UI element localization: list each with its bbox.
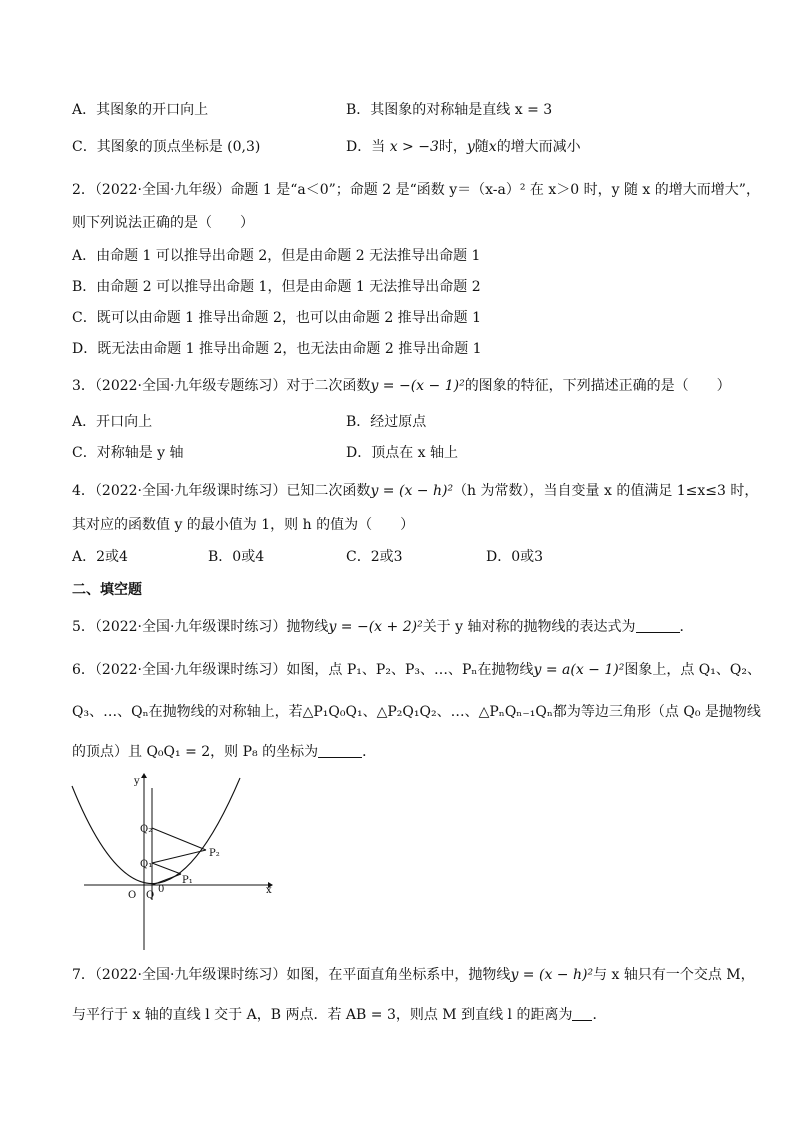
label-zero: 0 — [158, 884, 165, 895]
triangle-2 — [152, 828, 206, 863]
q3-option-d: D．顶点在 x 轴上 — [346, 445, 459, 461]
section-fill-in-heading: 二、填空题 — [72, 582, 142, 598]
q5-stem — [72, 617, 694, 637]
q6-answer-blank[interactable] — [318, 743, 362, 758]
q3-option-b: B．经过原点 — [346, 414, 427, 430]
q1-d-y: y — [466, 139, 475, 155]
q6-line1-post: 图象上，点 Q₁、Q₂、 — [624, 662, 761, 678]
q5-end: ． — [679, 619, 694, 635]
q1-option-c: C．其图象的顶点坐标是 (0,3) — [72, 139, 261, 155]
q5-post: 关于 y 轴对称的抛物线的表达式为 — [422, 619, 636, 635]
q4-stem-post: （h 为常数），当自变量 x 的值满足 1≤x≤3 时， — [453, 483, 759, 499]
q6-formula: y = a(x − 1)² — [533, 662, 625, 678]
q4-formula: y = (x − h)² — [370, 483, 454, 499]
q5-pre: 5．（2022·全国·九年级课时练习）抛物线 — [72, 619, 329, 635]
q4-option-c: C．2或3 — [346, 549, 403, 565]
q6-stem-line1 — [72, 660, 761, 680]
q1-option-b: B．其图象的对称轴是直线 x = 3 — [346, 102, 553, 118]
q7-formula: y = (x − h)² — [510, 967, 594, 983]
q4-option-a: A．2或4 — [72, 549, 128, 565]
q7-line2-pre: 与平行于 x 轴的直线 l 交于 A，B 两点．若 AB = 3，则点 M 到直线 l 的距离为 — [72, 1007, 573, 1023]
q3-option-a: A．开口向上 — [72, 414, 153, 430]
q1-d-x: x — [488, 139, 497, 155]
label-q2: Q₂ — [140, 824, 153, 835]
q5-formula: y = −(x + 2)² — [328, 619, 423, 635]
triangle-1 — [152, 863, 181, 885]
q6-line3-end: ． — [362, 744, 377, 760]
q1-option-a: A．其图象的开口向上 — [72, 102, 209, 118]
q4-stem-pre: 4．（2022·全国·九年级课时练习）已知二次函数 — [72, 483, 371, 499]
q2-option-a: A．由命题 1 可以推导出命题 2，但是由命题 2 无法推导出命题 1 — [72, 248, 481, 264]
label-x-axis: x — [266, 885, 272, 896]
q7-line2-end: ． — [592, 1007, 607, 1023]
q5-answer-blank[interactable] — [636, 618, 680, 633]
q3-stem-post: 的图象的特征，下列描述正确的是（ ） — [464, 378, 731, 394]
q7-stem-line2 — [72, 1005, 606, 1025]
label-q1: Q₁ — [140, 859, 153, 870]
x-axis — [84, 882, 273, 888]
q2-option-d: D．既无法由命题 1 推导出命题 2，也无法由命题 2 推导出命题 1 — [72, 341, 482, 357]
q1-d-math: x > −3 — [389, 139, 439, 155]
q2-stem-line2: 则下列说法正确的是（ ） — [72, 215, 254, 231]
q4-option-d: D．0或3 — [486, 549, 544, 565]
parabola-curve — [72, 778, 240, 884]
q4-stem-line2: 其对应的函数值 y 的最小值为 1，则 h 的值为（ ） — [72, 517, 415, 533]
q7-line1-pre: 7．（2022·全国·九年级课时练习）如图，在平面直角坐标系中，抛物线 — [72, 967, 511, 983]
q3-stem — [72, 376, 731, 396]
q1-d-suffix: 的增大而减小 — [496, 139, 581, 155]
q1-d-prefix: D．当 — [346, 139, 386, 155]
q4-stem-line1 — [72, 481, 758, 501]
q2-option-c: C．既可以由命题 1 推导出命题 2，也可以由命题 2 推导出命题 1 — [72, 310, 482, 326]
label-q0: Q — [146, 890, 155, 901]
q6-line1-pre: 6．（2022·全国·九年级课时练习）如图，点 P₁、P₂、P₃、…、Pₙ在抛物线 — [72, 662, 534, 678]
q3-formula: y = −(x − 1)² — [370, 378, 465, 394]
label-p1: P₁ — [182, 875, 193, 886]
label-y-axis: y — [134, 776, 140, 787]
q1-option-d — [346, 137, 581, 157]
q7-stem-line1 — [72, 965, 755, 985]
q2-stem-line1: 2．（2022·全国·九年级）命题 1 是“a＜0”；命题 2 是“函数 y＝（x-a）² 在 x＞0 时，y 随 x 的增大而增大”， — [72, 182, 760, 198]
q7-answer-blank[interactable] — [572, 1006, 592, 1021]
q6-stem-line2: Q₃、…、Qₙ在抛物线的对称轴上，若△P₁Q₀Q₁、△P₂Q₁Q₂、…、△PₙQₙ₋₁Qₙ都为等边三角形（点 Q₀ 是抛物线 — [72, 704, 761, 720]
q3-option-c: C．对称轴是 y 轴 — [72, 445, 184, 461]
q2-option-b: B．由命题 2 可以推导出命题 1，但是由命题 1 无法推导出命题 2 — [72, 279, 481, 295]
q3-stem-pre: 3．（2022·全国·九年级专题练习）对于二次函数 — [72, 378, 371, 394]
q6-stem-line3 — [72, 742, 376, 762]
q1-d-mid2: 随 — [474, 139, 489, 155]
label-origin: O — [128, 890, 137, 901]
q7-line1-post: 与 x 轴只有一个交点 M， — [593, 967, 755, 983]
q1-d-mid: 时， — [438, 139, 467, 155]
label-p2: P₂ — [209, 848, 220, 859]
q6-line3-pre: 的顶点）且 Q₀Q₁ = 2，则 P₈ 的坐标为 — [72, 744, 319, 760]
parabola-figure — [68, 770, 278, 955]
q4-option-b: B．0或4 — [208, 549, 265, 565]
